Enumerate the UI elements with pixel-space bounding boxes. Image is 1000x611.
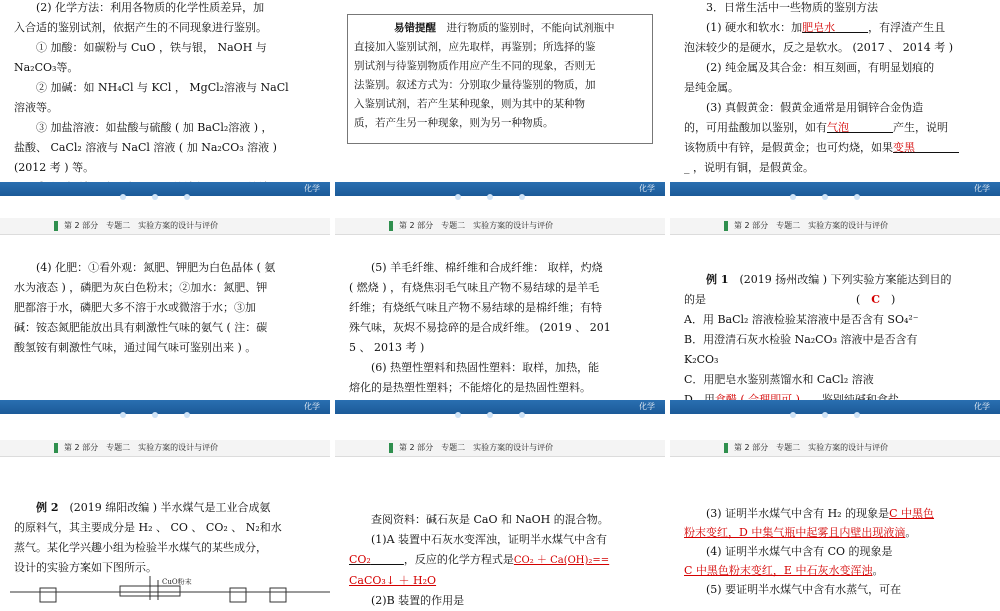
nav-dot[interactable] bbox=[120, 194, 126, 200]
nav-dot[interactable] bbox=[120, 412, 126, 418]
header-accent bbox=[54, 443, 58, 453]
text-line: K₂CO₃ bbox=[684, 353, 719, 366]
text-line: 熔化的是热塑性塑料；不能熔化的是热固性塑料。 bbox=[349, 381, 591, 394]
footer-label: 化学 bbox=[974, 184, 990, 193]
nav-dot[interactable] bbox=[790, 194, 796, 200]
answer-text: 粉末变红，D 中集气瓶中起雾且内壁出现液滴 bbox=[684, 526, 906, 539]
text-line: (3) 真假黄金：假黄金通常是用铜锌合金伪造 bbox=[706, 101, 924, 114]
slide-body: 例 1 (2019 扬州改编 ) 下列实验方案能达到目的 的是 ( C ) A．用 BaCl₂ 溶液检验某溶液中是否含有 SO₄²⁻ B．用澄清石灰水检验 Na₂CO₃ 溶液中是否含有 K₂CO₃ C．用肥皂水鉴别蒸馏水和 CaCl₂ 溶液 bbox=[684, 270, 990, 398]
text-line: 该物质中有锌，是假黄金；也可灼烧，如果 bbox=[684, 141, 893, 154]
text-line: 的，可用盐酸加以鉴别，如有 bbox=[684, 121, 827, 134]
text-line: 入鉴别试剂，若产生某种现象，则为其中的某种物 bbox=[354, 98, 585, 110]
nav-dot[interactable] bbox=[519, 412, 525, 418]
nav-dot[interactable] bbox=[487, 412, 493, 418]
diagram-label: CuO粉末 bbox=[162, 578, 192, 586]
text-line: (2) 纯金属及其合金：相互刻画，有明显划痕的 bbox=[706, 61, 935, 74]
text-line: _ ，说明有铜，是假黄金。 bbox=[684, 161, 814, 174]
text-line: 蒸气。某化学兴趣小组为检验半水煤气的某些成分， bbox=[14, 541, 267, 554]
example-label: 例 2 bbox=[36, 501, 59, 514]
footer-label: 化学 bbox=[639, 184, 655, 193]
text-line: C．用肥皂水鉴别蒸馏水和 CaCl₂ 溶液 bbox=[684, 373, 874, 386]
header-accent bbox=[724, 443, 728, 453]
nav-dot[interactable] bbox=[822, 194, 828, 200]
slide-header bbox=[335, 440, 665, 457]
text-line: (4) 证明半水煤气中含有 CO 的现象是 bbox=[706, 545, 893, 558]
slide-header bbox=[670, 440, 1000, 457]
slide-header bbox=[335, 218, 665, 235]
text-line: 的原料气，其主要成分是 H₂ 、 CO 、 CO₂ 、 N₂和水 bbox=[14, 521, 282, 534]
text-line: Na₂CO₃等。 bbox=[14, 61, 79, 74]
nav-dot[interactable] bbox=[790, 412, 796, 418]
apparatus-diagram bbox=[0, 574, 330, 604]
answer-text: C bbox=[871, 293, 881, 306]
text-line: 溶液等。 bbox=[14, 101, 58, 114]
header-accent bbox=[389, 221, 393, 231]
nav-dot[interactable] bbox=[487, 194, 493, 200]
text-line: A．用 BaCl₂ 溶液检验某溶液中是否含有 SO₄²⁻ bbox=[684, 313, 919, 326]
text-line: (2) 化学方法：利用各物质的化学性质差异，加 bbox=[36, 1, 265, 14]
text-line: (5) 羊毛纤维、棉纤维和合成纤维： 取样，灼烧 bbox=[371, 261, 603, 274]
text-line: (1)A 装置中石灰水变浑浊，证明半水煤气中含有 bbox=[371, 533, 608, 546]
header-text: 第 2 部分 专题二 实验方案的设计与评价 bbox=[64, 443, 219, 452]
footer-label: 化学 bbox=[304, 184, 320, 193]
header-text: 第 2 部分 专题二 实验方案的设计与评价 bbox=[64, 221, 219, 230]
text-line: 3．日常生活中一些物质的鉴别方法 bbox=[706, 1, 878, 14]
slide-example-2 bbox=[0, 440, 330, 600]
nav-dot[interactable] bbox=[184, 194, 190, 200]
text-line: 别试剂与待鉴别物质作用应产生不同的现象，否则无 bbox=[354, 60, 596, 72]
text-line: 法鉴别。叙述方式为：分别取少量待鉴别的物质，加 bbox=[354, 79, 596, 91]
tip-box bbox=[347, 14, 653, 144]
text-line: 入合适的鉴别试剂，依据产生的不同现象进行鉴别。 bbox=[14, 21, 267, 34]
header-accent bbox=[724, 221, 728, 231]
header-text: 第 2 部分 专题二 实验方案的设计与评价 bbox=[399, 443, 554, 452]
slide-chemical-methods bbox=[0, 0, 330, 196]
text-line: 泡沫较少的是硬水，反之是软水。 (2017 、 2014 考 ) bbox=[684, 41, 954, 54]
text-line: (2012 考 ) 等。 bbox=[14, 161, 95, 174]
header-text: 第 2 部分 专题二 实验方案的设计与评价 bbox=[734, 443, 889, 452]
answer-text: C 中黑色粉末变红，E 中石灰水变浑浊 bbox=[684, 564, 873, 577]
slide-error-tip bbox=[335, 0, 665, 196]
text-line: ( 燃烧 ) ，有烧焦羽毛气味且产物不易结球的是羊毛 bbox=[349, 281, 600, 294]
text-line: (2019 绵阳改编 ) 半水煤气是工业合成氨 bbox=[69, 501, 271, 514]
header-text: 第 2 部分 专题二 实验方案的设计与评价 bbox=[399, 221, 554, 230]
footer-label: 化学 bbox=[974, 402, 990, 411]
slide-fibers-plastics bbox=[335, 218, 665, 414]
slide-footer bbox=[0, 182, 330, 196]
text-line: ③ 加盐溶液：如盐酸与硫酸 ( 加 BaCl₂溶液 ) ， bbox=[36, 121, 273, 134]
slide-body bbox=[14, 258, 320, 398]
answer-text: CaCO₃↓ ＋ H₂O bbox=[349, 574, 437, 587]
tip-title: 易错提醒 bbox=[394, 22, 436, 34]
slide-body bbox=[349, 258, 655, 398]
footer-label: 化学 bbox=[639, 402, 655, 411]
text-line: ，有浮渣产生且 bbox=[868, 21, 946, 34]
text-line: (1) 硬水和软水：加 bbox=[706, 21, 803, 34]
text-line: 产生，说明 bbox=[893, 121, 948, 134]
text-line: 查阅资料：碱石灰是 CaO 和 NaOH 的混合物。 bbox=[371, 513, 609, 526]
text-line: ② 加碱：如 NH₄Cl 与 KCl ， MgCl₂溶液与 NaCl bbox=[36, 81, 289, 94]
text-line: 是纯金属。 bbox=[684, 81, 739, 94]
header-text: 第 2 部分 专题二 实验方案的设计与评价 bbox=[734, 221, 889, 230]
text-line: (3) 证明半水煤气中含有 H₂ 的现象是 bbox=[706, 507, 890, 520]
answer-text: CO₂ bbox=[349, 553, 371, 566]
text-line: (5) 要证明半水煤气中含有水蒸气，可在 bbox=[706, 583, 902, 596]
text-line: (6) 热塑性塑料和热固性塑料：取样，加热，能 bbox=[371, 361, 600, 374]
text-line: 肥都溶于水，磷肥大多不溶于水或微溶于水；③加 bbox=[14, 301, 256, 314]
slide-example-2-questions bbox=[335, 440, 665, 607]
nav-dot[interactable] bbox=[854, 194, 860, 200]
answer-text: 气泡 bbox=[827, 121, 849, 134]
text-line: 盐酸、 CaCl₂ 溶液与 NaCl 溶液 ( 加 Na₂CO₃ 溶液 ) bbox=[14, 141, 277, 154]
slide-fertilizer bbox=[0, 218, 330, 414]
header-accent bbox=[389, 443, 393, 453]
nav-dot[interactable] bbox=[455, 412, 461, 418]
nav-dot[interactable] bbox=[822, 412, 828, 418]
nav-dot[interactable] bbox=[455, 194, 461, 200]
answer-text: 肥皂水 bbox=[802, 21, 836, 34]
slide-daily-identification bbox=[670, 0, 1000, 196]
nav-dot[interactable] bbox=[519, 194, 525, 200]
slide-body bbox=[14, 0, 320, 180]
text-line: (2)B 装置的作用是 bbox=[371, 594, 465, 607]
footer-label: 化学 bbox=[304, 402, 320, 411]
nav-dot[interactable] bbox=[854, 412, 860, 418]
nav-dot[interactable] bbox=[184, 412, 190, 418]
slide-footer bbox=[670, 182, 1000, 196]
text-line: (4) 化肥：①看外观：氮肥、钾肥为白色晶体 ( 氨 bbox=[36, 261, 276, 274]
slide-footer bbox=[335, 182, 665, 196]
answer-text: C 中黑色 bbox=[889, 507, 934, 520]
header-accent bbox=[54, 221, 58, 231]
text-line: 质，若产生另一种现象，则为另一种物质。 bbox=[354, 117, 554, 129]
nav-dot[interactable] bbox=[152, 412, 158, 418]
slide-header bbox=[0, 440, 330, 457]
slide-example-2-answers bbox=[670, 440, 1000, 600]
text-line: 水为液态 ) ，磷肥为灰白色粉末；②加水：氮肥、钾 bbox=[14, 281, 268, 294]
text-line: 设计的实验方案如下图所示。 bbox=[14, 561, 157, 574]
example-label: 例 1 bbox=[706, 273, 729, 286]
text-line: B．用澄清石灰水检验 Na₂CO₃ 溶液中是否含有 bbox=[684, 333, 918, 346]
text-line: 纤维；有烧纸气味且产物不易结球的是棉纤维；有特 bbox=[349, 301, 602, 314]
text-line: ，反应的化学方程式是 bbox=[403, 553, 514, 566]
answer-text: 变黑 bbox=[893, 141, 915, 154]
nav-dot[interactable] bbox=[152, 194, 158, 200]
text-line: 进行物质的鉴别时，不能向试剂瓶中 bbox=[446, 22, 615, 34]
slide-footer bbox=[335, 400, 665, 414]
text-line: 碱：铵态氮肥能放出具有刺激性气味的氨气 ( 注：碳 bbox=[14, 321, 268, 334]
slide-body bbox=[349, 510, 655, 607]
text-line: 殊气味，灰烬不易捻碎的是合成纤维。 (2019 、 201 bbox=[349, 321, 611, 334]
slide-body: (3) 证明半水煤气中含有 H₂ 的现象是C 中黑色 粉末变红，D 中集气瓶中起雾且内壁出现液滴。 (4) 证明半水煤气中含有 CO 的现象是 C 中黑色粉末变红，E 中石灰水变浑浊。 (5) 要证明半水煤气中含有水蒸气，可在 bbox=[684, 504, 990, 600]
answer-text: CO₂ ＋ Ca(OH)₂== bbox=[513, 555, 610, 566]
text-line: ① 加酸：如碳粉与 CuO ，铁与银， NaOH 与 bbox=[36, 41, 267, 54]
slide-body bbox=[684, 0, 990, 180]
text-line: 的是 bbox=[684, 293, 706, 306]
slide-footer bbox=[670, 400, 1000, 414]
text-line: 酸氢铵有刺激性气味，通过闻气味可鉴别出来 ) 。 bbox=[14, 341, 257, 354]
text-line: 5 、 2013 考 ) bbox=[349, 341, 425, 354]
text-line: (2019 扬州改编 ) 下列实验方案能达到目的 bbox=[739, 273, 952, 286]
slide-example-1 bbox=[670, 218, 1000, 414]
slide-header bbox=[0, 218, 330, 235]
slide-header bbox=[670, 218, 1000, 235]
slide-footer bbox=[0, 400, 330, 414]
text-line: 直接加入鉴别试剂，应先取样，再鉴别；所选择的鉴 bbox=[354, 41, 596, 53]
